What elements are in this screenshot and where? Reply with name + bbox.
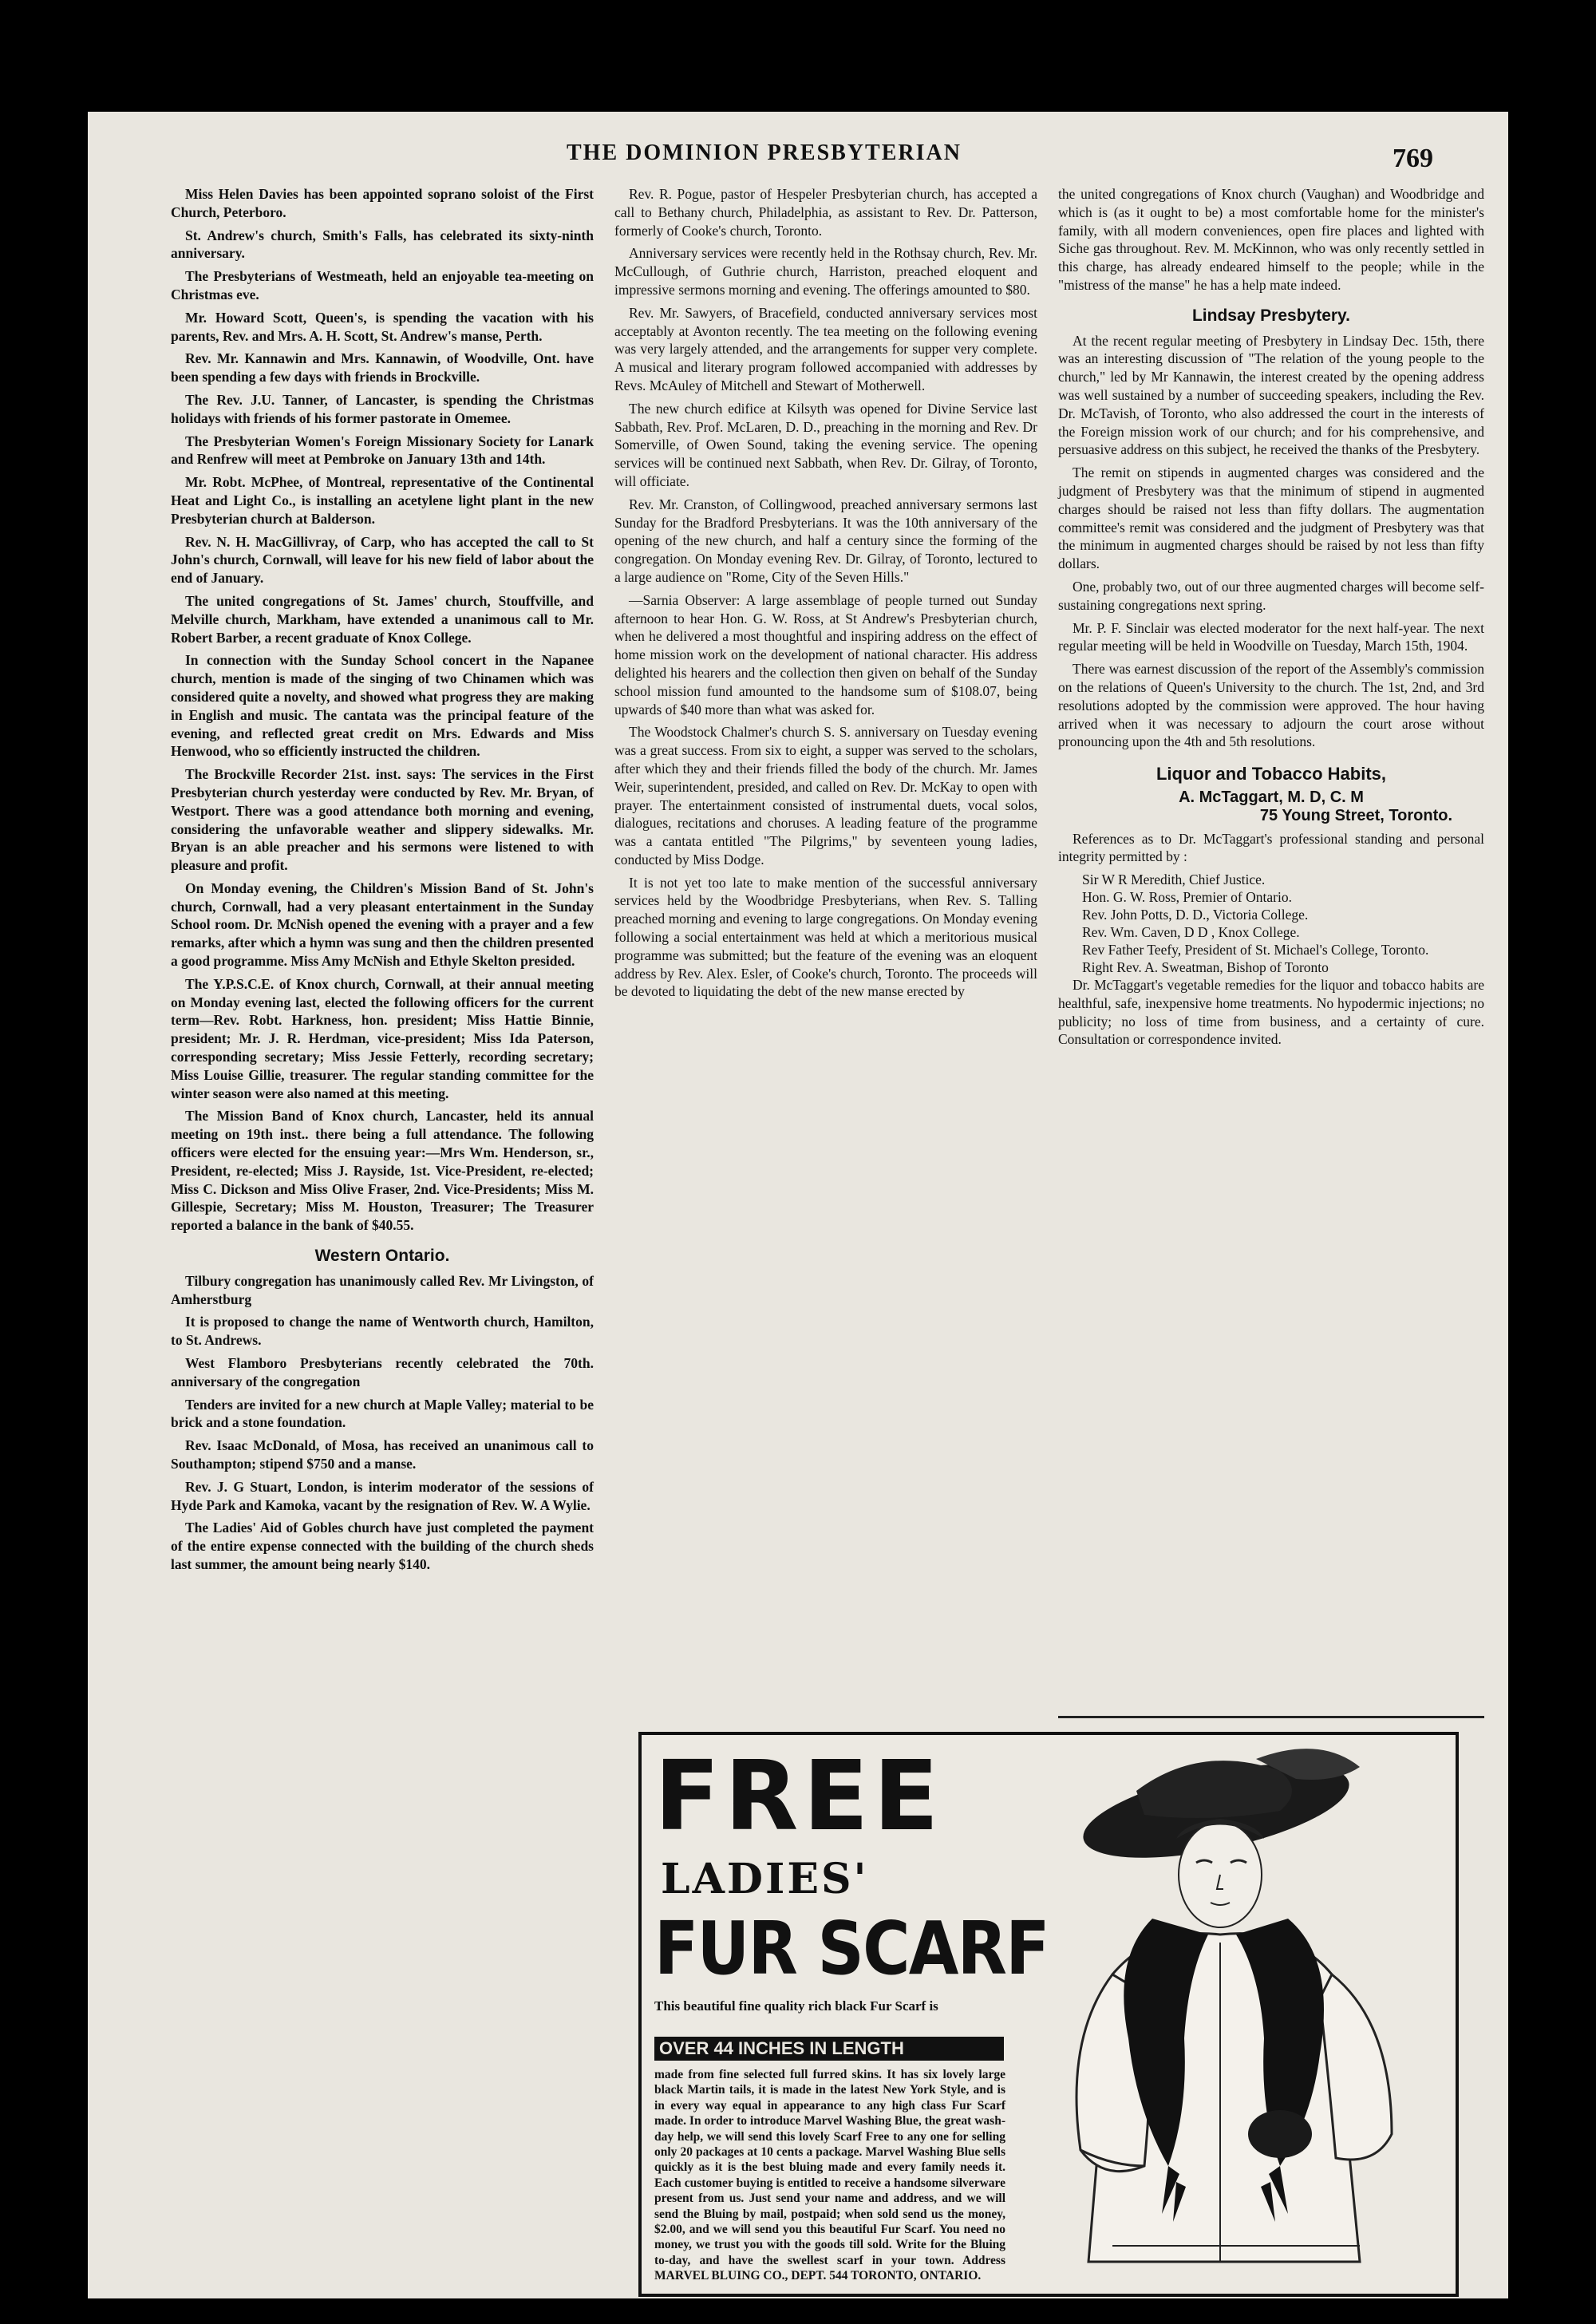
fur-scarf-ad [638,1732,1459,2297]
page-number: 769 [1393,144,1433,173]
news-items [171,185,594,1235]
column-rule [1058,1716,1484,1718]
news-item: The new church edifice at Kilsyth was opened for Divine Service last Sabbath, Rev. Prof. McLaren, D. D., preaching in the morning and Rev. Dr Somerville, of Owen Sound, taking the evening service. The opening services will be continued next Sabbath, when Rev. Dr. Gilray, of Toronto, will officiate. [614,400,1037,489]
reference-item: Rev. Wm. Caven, D D , Knox College. [1082,924,1300,941]
news-item: Miss Helen Davies has been appointed soprano soloist of the First Church, Peterboro. [171,186,594,220]
ad-body-text: made from fine selected full furred skins. It has six lovely large black Martin tails, it is made in the latest New York Style, and is in every way equal in appearance to any high class Fur Scarf made. In order to introduce Marvel Washing Blue, the great wash-day help, we will send this lovely Scarf Free to any one for selling only 20 packages at 10 cents a package. Marvel Washing Blue sells quickly as it is the best bluing made and every family needs it. Each customer buying is entitled to receive a handsome silverware present from us. Just send your name and address, and we will send the Bluing by mail, postpaid; when sold send us the money, $2.00, and we will send you this beautiful Fur Scarf. You need no money, we trust you with the goods till sold. Write for the Bluing to-day, and have the swellest scarf in your town. Address MARVEL BLUING CO., DEPT. 544 TORONTO, ONTARIO. [654,2068,1005,2283]
news-item: Tenders are invited for a new church at Maple Valley; material to be brick and a stone foundation. [171,1396,594,1431]
reference-item: Hon. G. W. Ross, Premier of Ontario. [1082,889,1292,906]
news-item: There was earnest discussion of the report of the Assembly's commission on the relations of Queen's University to the church. The 1st, 2nd, and 3rd resolutions adopted by the commission were approved. The hour having arrived when it was necessary to adjourn the court arose without pronouncing upon the 4th and 5th resolutions. [1058,661,1484,750]
ad-fur-scarf-headline: FUR SCARF [654,1906,1049,1991]
reference-item: Rev. John Potts, D. D., Victoria College. [1082,907,1309,923]
reference-item: Sir W R Meredith, Chief Justice. [1082,872,1266,888]
news-item: In connection with the Sunday School concert in the Napanee church, mention is made of the singing of two Chinamen which was considered quite a novelty, and showed what progress they are making in English and music. The cantata was the principal feature of the evening, and reflected great credit on Mrs. Edwards and Miss Henwood, who so efficiently instructed the children. [171,652,594,760]
ad-free-headline: FREE [654,1741,944,1852]
news-item: Anniversary services were recently held in the Rothsay church, Rev. Mr. McCullough, of Guthrie church, Harriston, preached eloquent and impressive sermons morning and evening. The offerings amounted to $80. [614,245,1037,298]
reference-item: Right Rev. A. Sweatman, Bishop of Toronto [1082,959,1329,976]
column-3 [1058,185,1484,1053]
ad-heading: Liquor and Tobacco Habits, [1156,764,1387,785]
section-heading-lindsay-presbytery: Lindsay Presbytery. [1191,306,1351,325]
news-item: West Flamboro Presbyterians recently celebrated the 70th. anniversary of the congregation [171,1355,594,1389]
ad-doctor: A. McTaggart, M. D, C. M [1179,788,1364,806]
section-heading-western-ontario: Western Ontario. [314,1247,450,1266]
news-item: The Ladies' Aid of Gobles church have just completed the payment of the entire expense connected with the building of the church sheds last summer, the amount being nearly $140. [171,1520,594,1572]
news-item: Rev. N. H. MacGillivray, of Carp, who has accepted the call to St John's church, Cornwall, will leave for his new field of labor about the end of January. [171,533,594,587]
news-item: It is proposed to change the name of Wentworth church, Hamilton, to St. Andrews. [171,1314,594,1349]
reference-list [1058,871,1484,976]
ad-closing: Dr. McTaggart's vegetable remedies for the liquor and tobacco habits are healthful, safe, inexpensive home treatments. No hypodermic injections; no publicity; no loss of time from business, and a certainty of cure. Consultation or correspondence invited. [1058,977,1484,1048]
news-item: The Presbyterians of Westmeath, held an enjoyable tea-meeting on Christmas eve. [171,268,594,302]
news-item: At the recent regular meeting of Presbytery in Lindsay Dec. 15th, there was an interesting discussion of "The relation of the young people to the church," led by Mr Kannawin, the interest created by the opening address was well sustained by a number of succeeding speakers, including the Rev. Dr. McTavish, of Toronto, who also addressed the court in the interests of the Foreign mission work of our church; and for his comprehensive, and persuasive address on this subject, he received the thanks of the Presbytery. [1058,332,1484,458]
news-item: Mr. P. F. Sinclair was elected moderator for the next half-year. The next regular meeting will be held in Woodville on Tuesday, March 15th, 1904. [1058,619,1484,654]
news-item: The Presbyterian Women's Foreign Missionary Society for Lanark and Renfrew will meet at Pembroke on January 13th and 14th. [171,433,594,468]
woman-in-fur-scarf-illustration [1017,1735,1448,2286]
ad-ladies-headline: LADIES' [661,1855,869,1903]
news-item: The Y.P.S.C.E. of Knox church, Cornwall, at their annual meeting on Monday evening last, elected the following officers for the current term—Rev. Robt. Harkness, hon. president; Miss Hattie Binnie, president; Mr. J. R. Herdman, vice-president; Miss Ida Paterson, corresponding secretary; Miss Jessie Fetterly, recording secretary; Miss Louise Gillie, treasurer. The regular standing committee for the winter season were also named at this meeting. [171,975,594,1101]
news-item: Rev. J. G Stuart, London, is interim moderator of the sessions of Hyde Park and Kamoka, vacant by the resignation of Rev. W. A Wylie. [171,1478,594,1513]
news-item: The Brockville Recorder 21st. inst. says: The services in the First Presbyterian church yesterday were conducted by Rev. Mr. Bryan, of Westport. There was a good attendance both morning and evening, considering the unfavorable weather and slippery sidewalks. Mr. Bryan is an able preacher and his sermons were listened to with pleasure and profit. [171,766,594,874]
news-item: The Mission Band of Knox church, Lancaster, held its annual meeting on 19th inst.. there being a full attendance. The following officers were elected for the ensuing year:—Mrs Wm. Henderson, sr., President, re-elected; Miss J. Rayside, 1st. Vice-President, re-elected; Miss C. Dickson and Miss Olive Fraser, 2nd. Vice-Presidents; Miss M. Gillespie, Secretary; Miss M. Houston, Treasurer; The Treasurer reported a balance in the bank of $40.55. [171,1108,594,1234]
news-item: —Sarnia Observer: A large assemblage of people turned out Sunday afternoon to hear Hon. G. W. Ross, at St Andrew's Presbyterian church, when he delivered a most thoughtful and inspiring address on the effect of home mission work on the development of national character. His address delighted his hearers and the collection then given on behalf of the Sunday school mission fund amounted to the handsome sum of $108.07, being upwards of $40 more than what was asked for. [614,591,1037,717]
news-item: Rev. Isaac McDonald, of Mosa, has received an unanimous call to Southampton; stipend $750 and a manse. [171,1437,594,1472]
western-items [171,1272,594,1574]
news-item: Rev. Mr. Cranston, of Collingwood, preached anniversary sermons last Sunday for the Bradford Presbyterians. It was the 10th anniversary of the opening of the new church, and half a century since the forming of the congregation. On Monday evening Rev. Dr. Gilray, of Toronto, lectured to a large audience on "Rome, City of the Seven Hills." [614,496,1037,585]
news-item: The united congregations of St. James' church, Stouffville, and Melville church, Markham, have extended a unanimous call to Mr. Robert Barber, a recent graduate of Knox College. [171,592,594,646]
column-1 [171,185,594,1579]
page-header [88,140,1508,188]
news-item: The Woodstock Chalmer's church S. S. anniversary on Tuesday evening was a great success. From six to eight, a supper was served to the scholars, after which they and their friends filled the body of the church. Mr. James Weir, superintendent, presided, and called on Rev. Dr. McKay to open with prayer. The entertainment consisted of instrumental duets, vocal solos, dialogues, recitations and choruses. A leading feature of the programme was a cantata entitled "The Pilgrims," by seventeen young ladies, conducted by Miss Dodge. [614,724,1037,868]
ad-address: 75 Young Street, Toronto. [1259,806,1452,824]
news-item: On Monday evening, the Children's Mission Band of St. John's church, Cornwall, had a very pleasant entertainment in the Sunday School room. Dr. McNish opened the evening with a prayer and a few remarks, after which a hymn was sung and then the children presented a good programme. Miss Amy McNish and Ethyle Skelton presided. [171,879,594,970]
news-item: Mr. Robt. McPhee, of Montreal, representative of the Continental Heat and Light Co., is installing an acetylene light plant in the new Presbyterian church at Balderson. [171,474,594,527]
liquor-tobacco-ad [1058,765,1484,1049]
ad-tagline: This beautiful fine quality rich black Fur Scarf is [654,1998,938,2014]
news-item: One, probably two, out of our three augmented charges will become self-sustaining congregations next spring. [1058,578,1484,613]
ad-length-banner: OVER 44 INCHES IN LENGTH [654,2037,1004,2061]
column-2 [614,185,1037,1006]
ad-intro: References as to Dr. McTaggart's professional standing and personal integrity permitted by : [1058,830,1484,865]
news-item: Mr. Howard Scott, Queen's, is spending the vacation with his parents, Rev. and Mrs. A. H. Scott, St. Andrew's manse, Perth. [171,309,594,344]
news-item-continued: the united congregations of Knox church (Vaughan) and Woodbridge and which is (as it ought to be) a most comfortable home for the minister's family, with all modern conveniences, open fire places and lighted with Siche gas throughout. Rev. M. McKinnon, who was only recently settled in this charge, has already endeared himself to the people; while in the "mistress of the manse" he has a help mate indeed. [1058,186,1484,293]
newspaper-page [88,112,1508,2298]
news-item: Rev. R. Pogue, pastor of Hespeler Presbyterian church, has accepted a call to Bethany church, Philadelphia, as assistant to Rev. Dr. Patterson, formerly of Cooke's church, Toronto. [614,186,1037,239]
news-item: Rev. Mr. Kannawin and Mrs. Kannawin, of Woodville, Ont. have been spending a few days with friends in Brockville. [171,350,594,385]
news-item: It is not yet too late to make mention of the successful anniversary services held by the Woodbridge Presbyterians, when Rev. S. Talling preached morning and evening to large congregations. On Monday evening following a social entertainment was held at which a meritorious musical programme was submitted; but the feature of the evening was an eloquent address by Rev. Alex. Esler, of Cooke's church, Toronto. The proceeds will be devoted to liquidating the debt of the new manse erected by [614,874,1037,1000]
reference-item: Rev Father Teefy, President of St. Michael's College, Toronto. [1082,942,1429,958]
publication-title: THE DOMINION PRESBYTERIAN [567,140,962,165]
news-item: The Rev. J.U. Tanner, of Lancaster, is spending the Christmas holidays with friends of his former pastorate in Omemee. [171,391,594,426]
news-item: The remit on stipends in augmented charges was considered and the judgment of Presbytery was that the minimum of stipend in augmented charges should be raised not less than fifty dollars. The augmentation committee's remit was considered and the judgment of Presbytery was that the minimum in augmented charges should be raised by not less than fifty dollars. [1058,464,1484,572]
news-item: St. Andrew's church, Smith's Falls, has celebrated its sixty-ninth anniversary. [171,227,594,262]
news-item: Tilbury congregation has unanimously called Rev. Mr Livingston, of Amherstburg [171,1272,594,1307]
news-item: Rev. Mr. Sawyers, of Bracefield, conducted anniversary services most acceptably at Avonton recently. The tea meeting on the following evening was very largely attended, and the arrangements for supper very complete. A musical and literary program followed accompanied with addresses by Revs. McAuley of Mitchell and Stewart of Motherwell. [614,304,1037,393]
